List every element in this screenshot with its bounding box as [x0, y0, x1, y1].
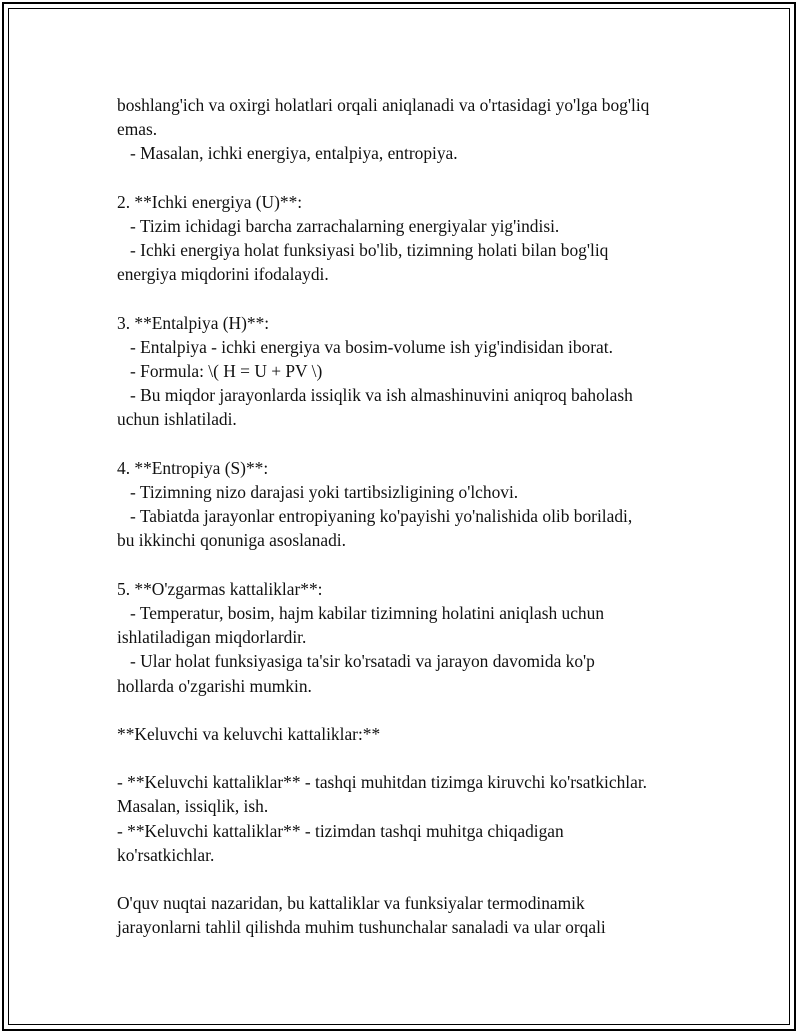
text-line: hollarda o'zgarishi mumkin. [117, 675, 312, 696]
text-line: - Masalan, ichki energiya, entalpiya, entropiya. [117, 143, 458, 164]
text-line: O'quv nuqtai nazaridan, bu kattaliklar va funksiyalar termodinamik [117, 893, 585, 914]
blank-line [117, 553, 707, 577]
blank-line [117, 698, 707, 722]
text-line: - **Keluvchi kattaliklar** - tashqi muhitdan tizimga kiruvchi ko'rsatkichlar. [117, 772, 648, 793]
text-line: - **Keluvchi kattaliklar** - tizimdan tashqi muhitga chiqadigan [117, 820, 564, 841]
text-line: emas. [117, 119, 158, 140]
section-heading: 3. **Entalpiya (H)**: [117, 312, 270, 333]
text-line: - Formula: \( H = U + PV \) [117, 361, 323, 382]
text-line: boshlang'ich va oxirgi holatlari orqali aniqlanadi va o'rtasidagi yo'lga bog'liq [117, 95, 650, 115]
text-line: ko'rsatkichlar. [117, 844, 215, 865]
text-line: - Tizim ichidagi barcha zarrachalarning energiyalar yig'indisi. [117, 215, 560, 236]
text-line: bu ikkinchi qonuniga asoslanadi. [117, 530, 346, 551]
text-line: - Ular holat funksiyasiga ta'sir ko'rsatadi va jarayon davomida ko'p [117, 651, 595, 672]
text-line: - Entalpiya - ichki energiya va bosim-volume ish yig'indisidan iborat. [117, 336, 613, 357]
blank-line [117, 867, 707, 891]
text-line: Masalan, issiqlik, ish. [117, 796, 269, 817]
section-heading: **Keluvchi va keluvchi kattaliklar:** [117, 723, 381, 744]
text-line: - Ichki energiya holat funksiyasi bo'lib, tizimning holati bilan bog'liq [117, 240, 609, 261]
blank-line [117, 432, 707, 456]
blank-line [117, 287, 707, 311]
section-heading: 2. **Ichki energiya (U)**: [117, 191, 303, 212]
text-line: - Tabiatda jarayonlar entropiyaning ko'payishi yo'nalishida olib boriladi, [117, 506, 633, 527]
text-line: jarayonlarni tahlil qilishda muhim tushunchalar sanaladi va ular orqali [117, 917, 606, 938]
text-line: uchun ishlatiladi. [117, 409, 237, 430]
text-line: ishlatiladigan miqdorlardir. [117, 627, 307, 648]
blank-line [117, 166, 707, 190]
text-line: energiya miqdorini ifodalaydi. [117, 264, 329, 285]
section-heading: 4. **Entropiya (S)**: [117, 457, 269, 478]
section-heading: 5. **O'zgarmas kattaliklar**: [117, 578, 323, 599]
text-line: - Bu miqdor jarayonlarda issiqlik va ish almashinuvini aniqroq baholash [117, 385, 633, 406]
blank-line [117, 746, 707, 770]
document-body [117, 93, 707, 940]
text-line: - Tizimning nizo darajasi yoki tartibsizligining o'lchovi. [117, 482, 519, 502]
text-line: - Temperatur, bosim, hajm kabilar tizimning holatini aniqlash uchun [117, 602, 605, 623]
